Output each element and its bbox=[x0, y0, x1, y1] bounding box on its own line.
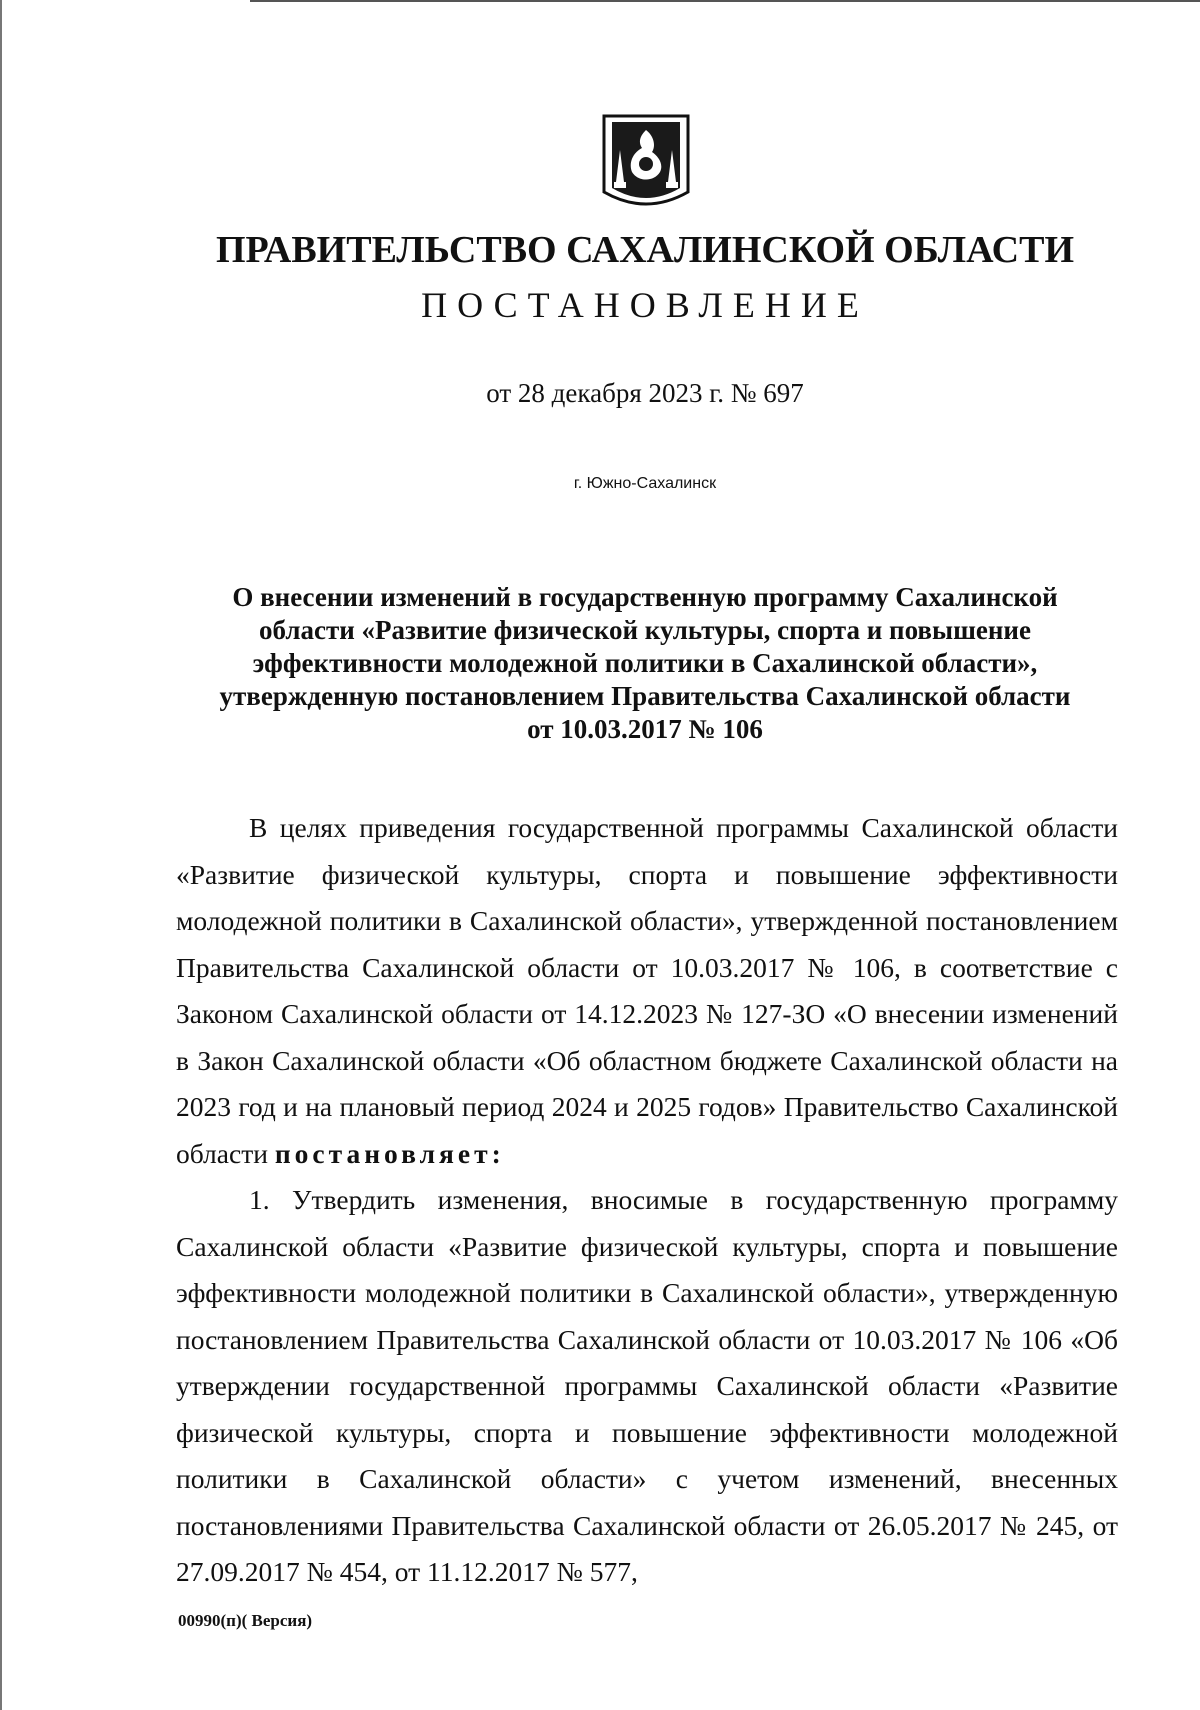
body-paragraph bbox=[176, 805, 1118, 1177]
subject-line: от 10.03.2017 № 106 bbox=[527, 714, 763, 744]
document-city: г. Южно-Сахалинск bbox=[573, 475, 717, 492]
subject-line: утвержденную постановлением Правительства Сахалинской области bbox=[219, 681, 1071, 711]
resolution-keyword: постановляет: bbox=[274, 1137, 505, 1169]
scan-edge-top bbox=[250, 0, 1200, 2]
subject-line: эффективности молодежной политики в Сахалинской области», bbox=[252, 648, 1038, 678]
paragraph-text: В целях приведения государственной программы Сахалинской области «Развитие физической культуры, спорта и повышение эффективности молодежной политики в Сахалинской области», утвержденной постановлением Правительства Сахалинской области от 10.03.2017 № 106, в соответствие с Законом Сахалинской области от 14.12.2023 № 127-ЗО «О внесении изменений в Закон Сахалинской области «Об областном бюджете Сахалинской области на 2023 год и на плановый период 2024 и 2025 годов» Правительство Сахалинской области bbox=[176, 812, 1118, 1169]
document-date-number: от 28 декабря 2023 г. № 697 bbox=[486, 378, 804, 408]
document-body bbox=[176, 805, 1118, 1596]
body-paragraph: 1. Утвердить изменения, вносимые в государственную программу Сахалинской области «Развитие физической культуры, спорта и повышение эффективности молодежной политики в Сахалинской области», утвержденную постановлением Правительства Сахалинской области от 10.03.2017 № 106 «Об утверждении государственной программы Сахалинской области «Развитие физической культуры, спорта и повышение эффективности молодежной политики в Сахалинской области» с учетом изменений, внесенных постановлениями Правительства Сахалинской области от 26.05.2017 № 245, от 27.09.2017 № 454, от 11.12.2017 № 577, bbox=[176, 1184, 1118, 1587]
document-subject bbox=[170, 581, 1120, 746]
version-code: 00990(п)( Версия) bbox=[178, 1611, 313, 1630]
document-type: ПОСТАНОВЛЕНИЕ bbox=[421, 285, 869, 325]
subject-line: области «Развитие физической культуры, спорта и повышение bbox=[259, 615, 1031, 645]
subject-line: О внесении изменений в государственную программу Сахалинской bbox=[232, 582, 1058, 612]
sakhalin-coat-of-arms-icon bbox=[598, 112, 694, 214]
government-title: ПРАВИТЕЛЬСТВО САХАЛИНСКОЙ ОБЛАСТИ bbox=[215, 229, 1075, 271]
